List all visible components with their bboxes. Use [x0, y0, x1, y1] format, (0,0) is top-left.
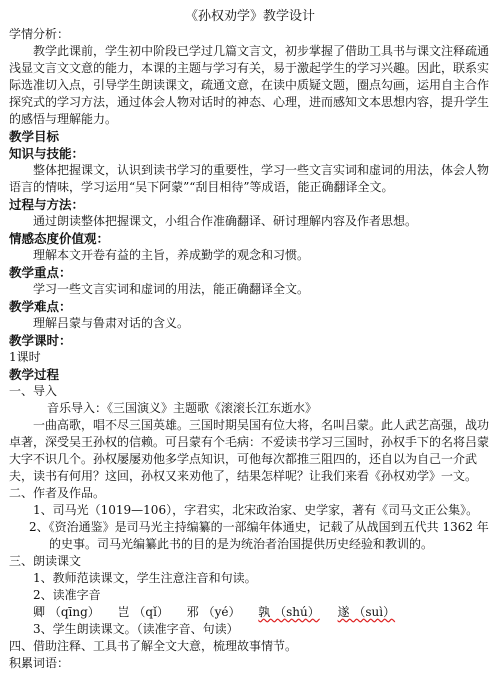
section-annotation: 四、借助注释、工具书了解全文大意，梳理故事情节。: [9, 639, 298, 653]
pinyin-item: 孰 （shú）: [258, 605, 320, 619]
knowledge-paragraph: 整体把握课文，认识到读书学习的重要性，学习一些文言实词和虚词的用法，体会人物语言的情味，学习运用“吴下阿蒙”“刮目相待”等成语，能正确翻译全文。: [9, 163, 490, 194]
analysis-paragraph: 教学此课前，学生初中阶段已学过几篇文言文，初步掌握了借助工具书与课文注释疏通浅显文言文文意的能力，本课的主题与学习有关，易于激起学生的学习兴趣。因此，联系实际选准切入点，引导学生朗读课文，疏通文意，在读中质疑文题，圈点勾画，运用自主合作探究式的学习方法，通过体会人物对话时的神态、心理，进而感知文本思想内容，提升学生的感悟与理解能力。: [9, 44, 490, 126]
process-paragraph: 通过朗读整体把握课文，小组合作准确翻译、研讨理解内容及作者思想。: [33, 214, 418, 228]
doc-title: 《孙权劝学》教学设计: [184, 9, 315, 24]
time-text: 1课时: [9, 350, 41, 364]
pinyin-item: 卿 （qīng）: [33, 605, 100, 619]
key-heading: 教学重点：: [9, 265, 72, 280]
difficulty-heading: 教学难点：: [9, 299, 72, 314]
emotion-heading: 情感态度价值观：: [9, 231, 110, 246]
pinyin-item: 邪 （yé）: [186, 605, 241, 619]
time-heading: 教学课时：: [9, 333, 72, 348]
difficulty-paragraph: 理解吕蒙与鲁肃对话的含义。: [33, 316, 190, 330]
document-page: [0, 8, 500, 696]
knowledge-heading: 知识与技能：: [9, 146, 85, 161]
reading-item-3: 3、学生朗读课文。（读准字音、句读）: [33, 622, 239, 636]
vocab-heading: 积累词语：: [9, 656, 70, 670]
reading-item-2: 2、读准字音: [33, 588, 101, 602]
author-item-2: 2、《资治通鉴》是司马光主持编纂的一部编年体通史，记载了从战国到五代共 1362 年的史事。司马光编纂此书的目的是为统治者治国提供历史经验和教训的。: [29, 520, 489, 551]
process-heading: 过程与方法：: [9, 197, 85, 212]
reading-item-1: 1、教师范读课文，学生注意注音和句读。: [33, 571, 257, 585]
section-intro: 一、导入: [9, 384, 58, 398]
pinyin-item: 岂 （qǐ）: [117, 605, 169, 619]
intro-paragraph: 一曲高歌，唱不尽三国英雄。三国时期吴国有位大将，名叫吕蒙。此人武艺高强，战功卓著，深受吴王孙权的信赖。可吕蒙有个毛病：不爱读书学习三国时，孙权手下的名将吕蒙大字不识几个。孙权屡屡劝他多学点知识，可他每次都推三阻四的，还自以为自己一介武夫，读书有何用？这回，孙权又来劝他了，结果怎样呢？让我们来看《孙权劝学》一文。: [9, 418, 490, 483]
section-reading: 三、朗读课文: [9, 554, 82, 568]
pinyin-row: [9, 604, 491, 621]
goal-heading: 教学目标: [9, 129, 60, 144]
intro-music: 音乐导入：《三国演义》主题歌《滚滚长江东逝水》: [47, 401, 318, 415]
procedure-heading: 教学过程: [9, 367, 60, 382]
analysis-heading: 学情分析：: [9, 27, 70, 41]
pinyin-item: 遂 （suì）: [337, 605, 396, 619]
key-paragraph: 学习一些文言实词和虚词的用法，能正确翻译全文。: [33, 282, 310, 296]
author-item-1: 1、司马光（1019—106），字君实，北宋政治家、史学家，著有《司马文正公集》。: [33, 503, 479, 517]
emotion-paragraph: 理解本文开卷有益的主旨，养成勤学的观念和习惯。: [33, 248, 310, 262]
section-author: 二、作者及作品。: [9, 486, 106, 500]
